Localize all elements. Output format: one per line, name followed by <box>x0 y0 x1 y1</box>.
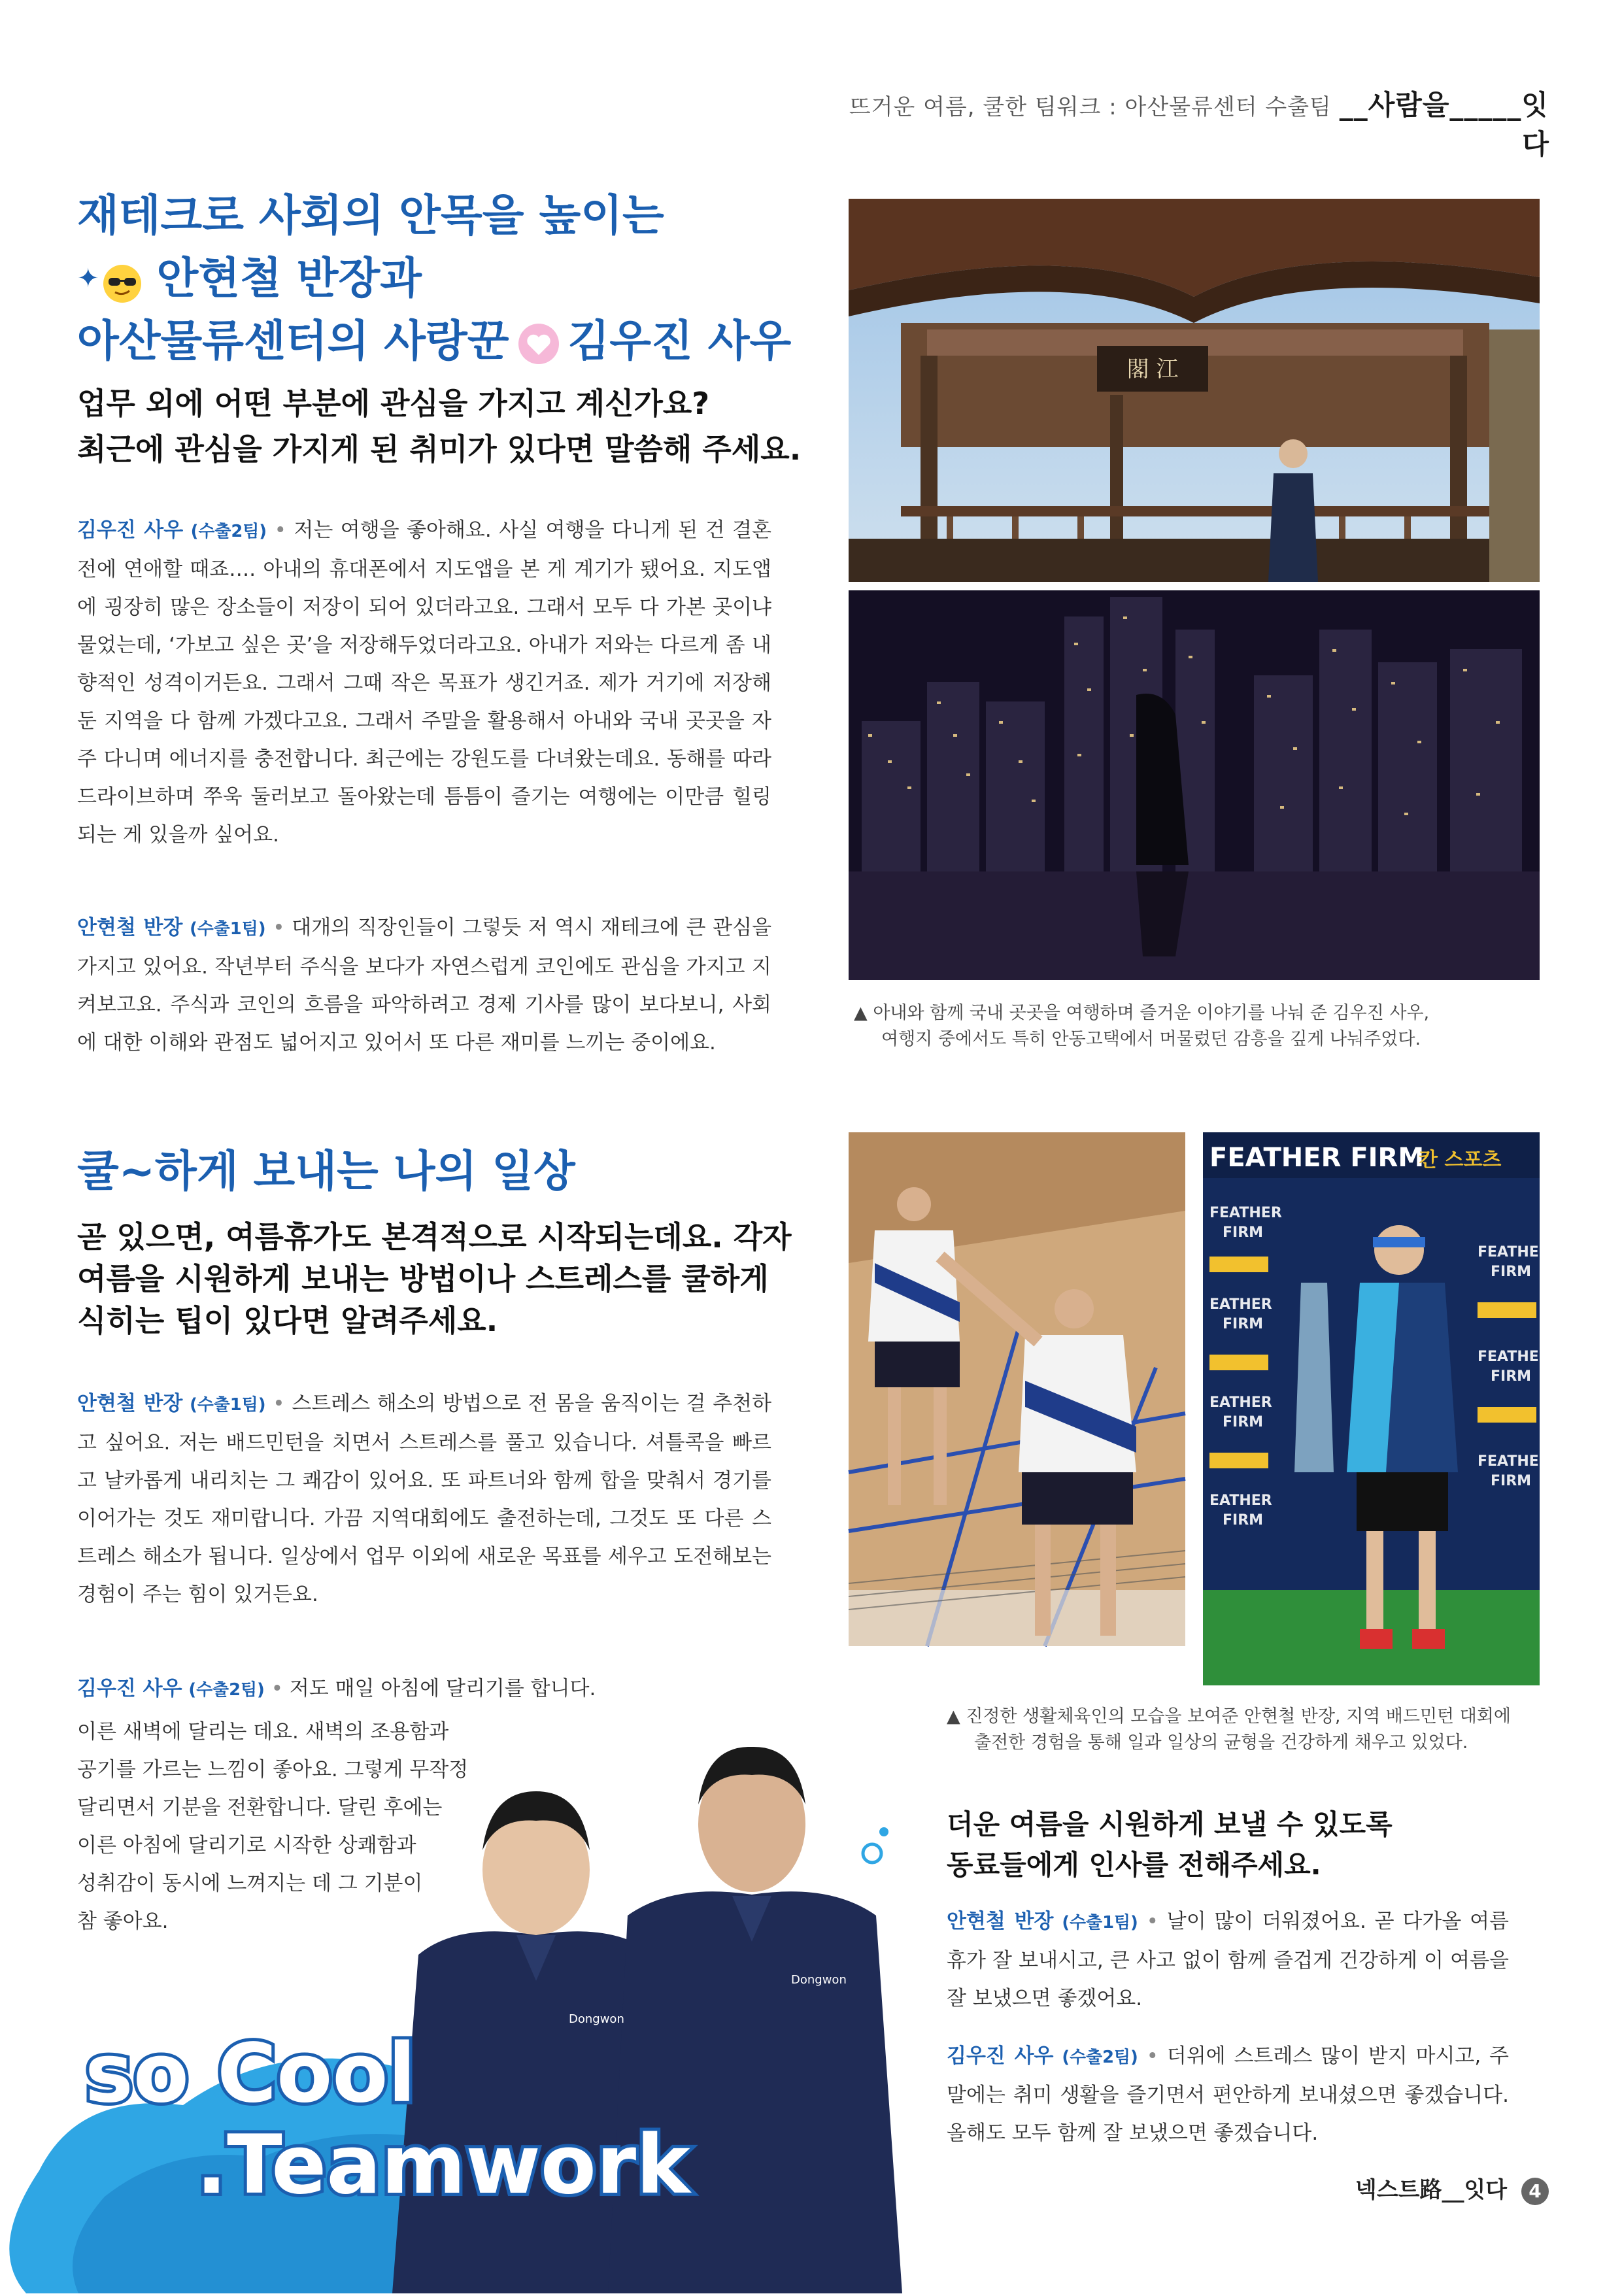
section2-question-line2: 여름을 시원하게 보내는 방법이나 스트레스를 쿨하게 <box>77 1261 769 1296</box>
header-brand: __사람을_____잇 <box>1339 89 1549 121</box>
section1-title-line2-wrap <box>77 247 422 310</box>
svg-text:FIRM: FIRM <box>1223 1224 1264 1241</box>
section1-question-line2: 최근에 관심을 가지게 된 취미가 있다면 말씀해 주세요. <box>77 431 802 467</box>
bullet-dot-icon: • <box>1146 2044 1158 2068</box>
svg-text:EATHER: EATHER <box>1209 1394 1272 1411</box>
night-city-photo <box>849 590 1540 980</box>
teamwork-text: .Teamwork <box>196 2118 690 2212</box>
badminton-match-photo <box>849 1132 1185 1646</box>
answer-line: 달리면서 기분을 전환합니다. 달린 후에는 <box>77 1796 443 1819</box>
answer-speaker: 안현철 반장 <box>77 916 183 939</box>
svg-text:FEATHER: FEATHER <box>1478 1244 1550 1260</box>
answer-team: (수출2팀) <box>190 522 267 541</box>
answer-line: 이른 새벽에 달리는 데요. 새벽의 조용함과 <box>77 1720 449 1744</box>
bullet-dot-icon: • <box>271 1677 283 1700</box>
heart-icon <box>517 320 560 363</box>
answer-team: (수출1팀) <box>1062 1913 1138 1933</box>
svg-text:FIRM: FIRM <box>1223 1512 1264 1528</box>
section3-answer2 <box>947 2037 1509 2152</box>
section3-question-line2: 동료들에게 인사를 전해주세요. <box>947 1849 1321 1881</box>
bullet-dot-icon: • <box>273 916 285 939</box>
banner-sponsor-text: 칸 스포츠 <box>1419 1149 1502 1172</box>
section1-title-line3-wrap <box>77 310 791 373</box>
page-number: 4 <box>1521 2178 1549 2205</box>
caption-line1: ▲ 진정한 생활체육인의 모습을 보여준 안현철 반장, 지역 배드민턴 대회에 <box>947 1706 1511 1727</box>
answer-line: 참 좋아요. <box>77 1910 169 1933</box>
section1-title-line1: 재테크로 사회의 안목을 높이는 <box>77 190 664 241</box>
section1-title-line3: 아산물류센터의 사랑꾼 <box>77 316 509 366</box>
svg-text:EATHER: EATHER <box>1209 1296 1272 1313</box>
section1-photo-caption <box>854 1000 1540 1053</box>
so-cool-text: so Cool <box>85 2027 416 2121</box>
answer-text: 저도 매일 아침에 달리기를 합니다. <box>289 1677 596 1700</box>
uniform-logo-text: Dongwon <box>569 2012 624 2026</box>
svg-text:FIRM: FIRM <box>1491 1473 1532 1489</box>
section3-question <box>947 1804 1535 1885</box>
section2-title: 쿨~하게 보내는 나의 일상 <box>77 1146 575 1196</box>
answer-line: 이른 아침에 달리기로 시작한 상쾌함과 <box>77 1834 416 1857</box>
answer-team: (수출1팀) <box>190 1395 266 1415</box>
answer-speaker: 김우진 사우 <box>77 518 184 542</box>
answer-speaker: 김우진 사우 <box>947 2044 1054 2068</box>
banner-brand-text: FEATHER FIRM <box>1209 1143 1425 1173</box>
section2-photo-caption <box>947 1704 1548 1756</box>
svg-text:EATHER: EATHER <box>1209 1493 1272 1509</box>
page-footer <box>1355 2172 1549 2205</box>
answer-text: 스트레스 해소의 방법으로 전 몸을 움직이는 걸 추천하고 싶어요. 저는 배드민턴을 치면서 스트레스를 풀고 있습니다. 셔틀콕을 빠르고 날카롭게 내리치는 그 쾌감이 있어요. 또 파트너와 함께 합을 맞춰서 경기를 이어가는 것도 재미랍니다. 가끔 지역대회에도 출전하는데, 그것도 또 다른 스트레스 해소가 됩니다. 일상에서 업무 이외에 새로운 목표를 세우고 도전해보는 경험이 주는 힘이 있거든요. <box>77 1392 772 1606</box>
section1-question-line1: 업무 외에 어떤 부분에 관심을 가지고 계신가요? <box>77 386 710 421</box>
caption-line1: ▲ 아내와 함께 국내 곳곳을 여행하며 즐거운 이야기를 나눠 준 김우진 사우, <box>854 1003 1430 1023</box>
answer-line: 성취감이 동시에 느껴지는 데 그 기분이 <box>77 1872 423 1895</box>
hanok-sign-text: 閣 江 <box>1126 356 1179 382</box>
svg-text:FIRM: FIRM <box>1491 1264 1532 1280</box>
answer-text: 저는 여행을 좋아해요. 사실 여행을 다니게 된 건 결혼 전에 연애할 때죠…. 아내의 휴대폰에서 지도앱을 본 게 계기가 됐어요. 지도앱에 굉장히 많은 장소들이 저장이 되어 있더라고요. 그래서 모두 다 가본 곳이냐 물었는데, ‘가보고 싶은 곳’을 저장해두었더라고요. 아내가 저와는 다르게 좀 내향적인 성격이거든요. 그래서 그때 작은 목표가 생긴거죠. 제가 거기에 저장해 둔 지역을 다 함께 가겠다고요. 그래서 주말을 활용해서 아내와 국내 곳곳을 자주 다니며 에너지를 충전합니다. 최근에는 강원도를 다녀왔는데요. 동해를 따라 드라이브하며 쭈욱 둘러보고 돌아왔는데 틈틈이 즐기는 여행에는 이만큼 힐링되는 게 있을까 싶어요. <box>77 518 772 847</box>
section2-question-line3: 식히는 팁이 있다면 알려주세요. <box>77 1303 498 1338</box>
svg-text:FIRM: FIRM <box>1223 1316 1264 1332</box>
answer-text: 날이 많이 더워졌어요. 곧 다가올 여름휴가 잘 보내시고, 큰 사고 없이 함께 즐겁게 건강하게 이 여름을 잘 보냈으면 좋겠어요. <box>947 1910 1509 2010</box>
uniform-logo-text: Dongwon <box>791 1973 847 1987</box>
section3-answer1 <box>947 1902 1509 2017</box>
hanok-travel-photo <box>849 199 1540 582</box>
section2-question-line1: 곧 있으면, 여름휴가도 본격적으로 시작되는데요. 각자 <box>77 1219 792 1255</box>
answer-speaker: 안현철 반장 <box>947 1910 1054 1933</box>
answer-text: 대개의 직장인들이 그렇듯 저 역시 재테크에 큰 관심을 가지고 있어요. 작년부터 주식을 보다가 자연스럽게 코인에도 관심을 가지고 지켜보고요. 주식과 코인의 흐름을 파악하려고 경제 기사를 많이 보다보니, 사회에 대한 이해와 관점도 넓어지고 있어서 또 다른 재미를 느끼는 중이에요. <box>77 916 772 1055</box>
answer-line: 공기를 가르는 느낌이 좋아요. 그렇게 무작정 <box>77 1758 469 1781</box>
cool-splash-graphic <box>0 1674 941 2293</box>
bullet-dot-icon: • <box>274 518 286 542</box>
section1-title-line2: 안현철 반장과 <box>156 253 422 303</box>
header-tagline: 뜨거운 여름, 쿨한 팀워크 : 아산물류센터 수출팀 <box>849 94 1332 120</box>
answer-team: (수출2팀) <box>188 1680 265 1700</box>
caption-line2: 여행지 중에서도 특히 안동고택에서 머물렀던 감흥을 깊게 나눠주었다. <box>881 1029 1421 1049</box>
section2-answer1 <box>77 1385 771 1613</box>
svg-text:FIRM: FIRM <box>1491 1368 1532 1385</box>
header-brand-end: 다 <box>1522 128 1549 160</box>
svg-text:FIRM: FIRM <box>1223 1414 1264 1430</box>
section2-question <box>77 1216 829 1342</box>
footer-text: 넥스트路__잇다 <box>1355 2177 1508 2203</box>
section1-title-line3b: 김우진 사우 <box>567 316 792 366</box>
answer-team: (수출1팀) <box>190 919 266 939</box>
running-header <box>849 84 1549 123</box>
answer-speaker: 안현철 반장 <box>77 1392 183 1415</box>
svg-text:FEATHER: FEATHER <box>1209 1205 1282 1221</box>
section1-question <box>77 380 816 472</box>
bullet-dot-icon: • <box>273 1392 285 1415</box>
badminton-tournament-photo <box>1203 1132 1550 1685</box>
cool-teamwork-illustration <box>0 1674 941 2293</box>
sunglasses-emoji-icon <box>102 258 143 299</box>
sparkle-icon: ✦ <box>77 263 99 294</box>
answer-speaker: 김우진 사우 <box>77 1677 182 1700</box>
bullet-dot-icon: • <box>1146 1910 1158 1933</box>
svg-text:FEATHER: FEATHER <box>1478 1349 1550 1365</box>
svg-text:FEATHER: FEATHER <box>1478 1453 1550 1470</box>
caption-line2: 출전한 경험을 통해 일과 일상의 균형을 건강하게 채우고 있었다. <box>974 1732 1468 1753</box>
answer-text: 더위에 스트레스 많이 받지 마시고, 주말에는 취미 생활을 즐기면서 편안하게 보내셨으면 좋겠습니다. 올해도 모두 함께 잘 보냈으면 좋겠습니다. <box>947 2044 1509 2145</box>
section1-answer1 <box>77 511 771 854</box>
section3-question-line1: 더운 여름을 시원하게 보낼 수 있도록 <box>947 1808 1393 1840</box>
section1-answer2 <box>77 909 771 1062</box>
answer-team: (수출2팀) <box>1062 2048 1138 2067</box>
